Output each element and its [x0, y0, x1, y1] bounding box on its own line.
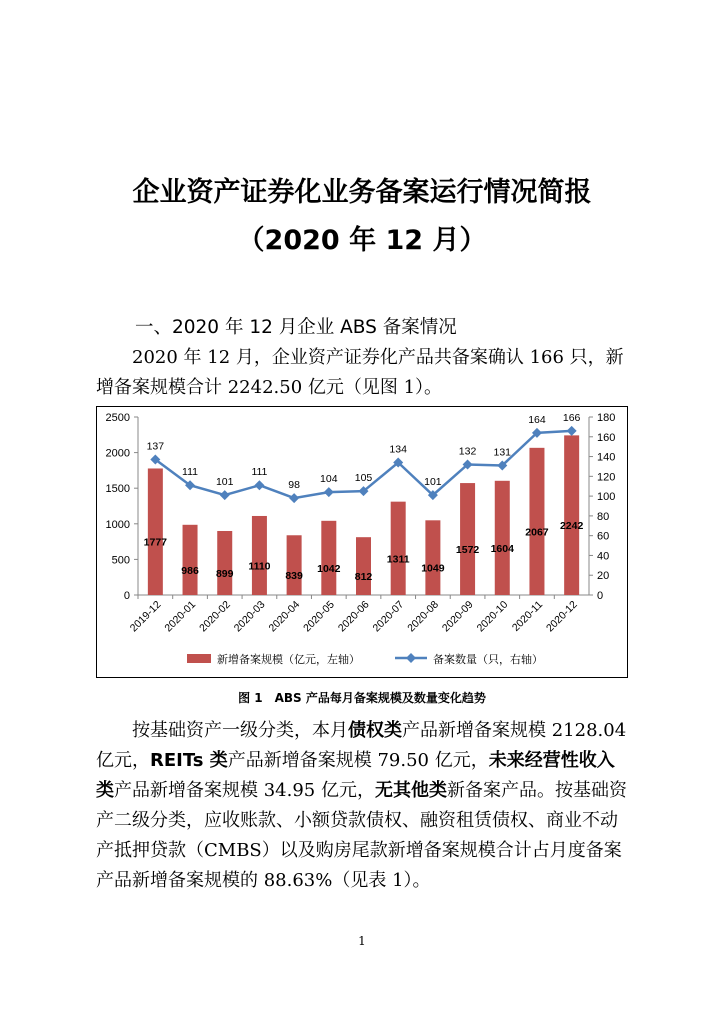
bar-2020-11 — [529, 448, 544, 595]
x-tick-label: 2020-07 — [370, 598, 407, 635]
abs-monthly-chart — [97, 407, 627, 677]
left-tick-label: 2500 — [105, 412, 130, 424]
right-tick-label: 20 — [597, 570, 610, 583]
x-tick-label: 2020-09 — [439, 598, 476, 635]
p2-bold-debt: 债权类 — [348, 720, 402, 741]
right-tick-label: 180 — [597, 412, 616, 424]
count-value-label: 164 — [528, 413, 546, 426]
paragraph-1-text: 2020 年 12 月，企业资产证券化产品共备案确认 166 只，新增备案规模合计 2242.50 亿元（见图 1）。 — [96, 347, 624, 398]
p2-text-2: 产品新增备案规模 2128.04 亿元， — [96, 720, 627, 771]
count-value-label: 104 — [320, 473, 338, 486]
left-tick-label: 0 — [123, 590, 130, 602]
count-value-label: 132 — [458, 445, 477, 458]
p2-text-5: 新备案产品。按基础资产二级分类，应收账款、小额贷款债权、融资租赁债权、商业不动产抵押贷款（CMBS）以及购房尾款新增备案规模合计占月度备案产品新增备案规模的 88.63%（见表 1）。 — [96, 780, 627, 891]
bar-value-label: 986 — [181, 564, 199, 577]
right-tick-label: 60 — [597, 530, 610, 543]
count-value-label: 101 — [215, 476, 234, 489]
count-value-label: 166 — [562, 411, 581, 424]
left-tick-label: 1000 — [105, 518, 130, 531]
bar-value-label: 1604 — [490, 542, 514, 555]
x-tick-label: 2020-10 — [474, 598, 511, 635]
bar-2020-08 — [425, 520, 440, 595]
bar-2020-06 — [356, 537, 371, 595]
bar-value-label: 1049 — [421, 562, 445, 575]
x-tick-label: 2020-12 — [544, 598, 580, 635]
count-value-label: 111 — [182, 466, 199, 479]
x-tick-label: 2020-08 — [405, 598, 442, 635]
bar-2020-10 — [495, 481, 510, 595]
bar-value-label: 899 — [215, 567, 234, 580]
bar-value-label: 1572 — [455, 544, 480, 557]
count-point-2020-04 — [289, 493, 299, 503]
right-tick-label: 40 — [597, 550, 610, 563]
legend-bar-label: 新增备案规模（亿元，左轴） — [217, 654, 360, 666]
p2-text-4: 产品新增备案规模 34.95 亿元， — [114, 780, 375, 801]
right-tick-label: 160 — [597, 431, 616, 444]
count-point-2020-05 — [324, 487, 334, 497]
figure-caption: 图 1 ABS 产品每月备案规模及数量变化趋势 — [238, 691, 486, 705]
count-point-2020-12 — [567, 426, 577, 436]
bar-value-label: 1311 — [386, 553, 410, 566]
legend-bar-swatch — [187, 654, 211, 663]
left-tick-label: 500 — [111, 554, 130, 567]
x-tick-label: 2020-05 — [301, 598, 337, 635]
bar-2020-07 — [391, 502, 406, 595]
count-point-2020-02 — [220, 490, 230, 500]
x-tick-label: 2020-01 — [162, 598, 199, 635]
right-tick-label: 0 — [597, 590, 604, 602]
x-tick-label: 2020-06 — [335, 598, 372, 635]
x-tick-label: 2020-03 — [231, 598, 268, 635]
bar-2020-12 — [564, 435, 579, 595]
doc-subtitle: （2020 年 12 月） — [237, 225, 487, 256]
legend-line-marker — [406, 653, 416, 663]
x-tick-label: 2019-12 — [127, 598, 164, 635]
bar-value-label: 812 — [354, 571, 373, 584]
p2-text-1: 按基础资产一级分类，本月 — [132, 720, 348, 741]
legend-line-label: 备案数量（只，右轴） — [433, 654, 543, 666]
left-tick-label: 1500 — [105, 483, 130, 496]
p2-bold-future-income: 未来经营性收入类 — [96, 750, 615, 801]
paragraph-1 — [96, 343, 630, 403]
p2-bold-reits: REITs 类 — [150, 750, 228, 771]
bar-value-label: 2242 — [559, 520, 584, 533]
bar-2020-03 — [252, 516, 267, 595]
right-tick-label: 100 — [597, 491, 616, 504]
right-tick-label: 120 — [597, 471, 616, 484]
p2-text-3: 产品新增备案规模 79.50 亿元， — [227, 750, 489, 771]
bar-value-label: 839 — [285, 570, 303, 583]
x-tick-label: 2020-04 — [266, 598, 303, 635]
x-tick-label: 2020-02 — [197, 598, 233, 635]
doc-title: 企业资产证券化业务备案运行情况简报 — [132, 177, 592, 208]
x-tick-label: 2020-11 — [509, 598, 546, 634]
bar-2020-09 — [460, 483, 475, 595]
bar-value-label: 1042 — [317, 562, 341, 575]
bar-2020-05 — [321, 521, 336, 595]
count-value-label: 105 — [354, 472, 373, 485]
p2-bold-no-other: 无其他类 — [374, 780, 447, 801]
bar-2020-04 — [287, 535, 302, 595]
page-number: 1 — [358, 934, 366, 948]
count-value-label: 134 — [389, 443, 407, 456]
chart-frame — [96, 406, 628, 678]
count-value-label: 98 — [288, 479, 300, 492]
count-value-label: 137 — [146, 440, 165, 453]
count-value-label: 131 — [493, 446, 512, 459]
paragraph-2 — [96, 716, 630, 896]
bar-value-label: 2067 — [525, 526, 549, 539]
bar-2019-12 — [148, 468, 163, 595]
bar-value-label: 1777 — [143, 536, 168, 549]
right-tick-label: 140 — [597, 451, 616, 464]
section-heading: 一、2020 年 12 月企业 ABS 备案情况 — [135, 317, 457, 338]
bar-2020-01 — [183, 525, 198, 595]
bar-value-label: 1110 — [248, 560, 271, 573]
right-tick-label: 80 — [597, 510, 610, 523]
bar-2020-02 — [217, 531, 232, 595]
count-value-label: 111 — [251, 466, 268, 479]
count-point-2020-03 — [254, 480, 264, 490]
left-tick-label: 2000 — [105, 447, 130, 460]
count-value-label: 101 — [424, 476, 442, 489]
